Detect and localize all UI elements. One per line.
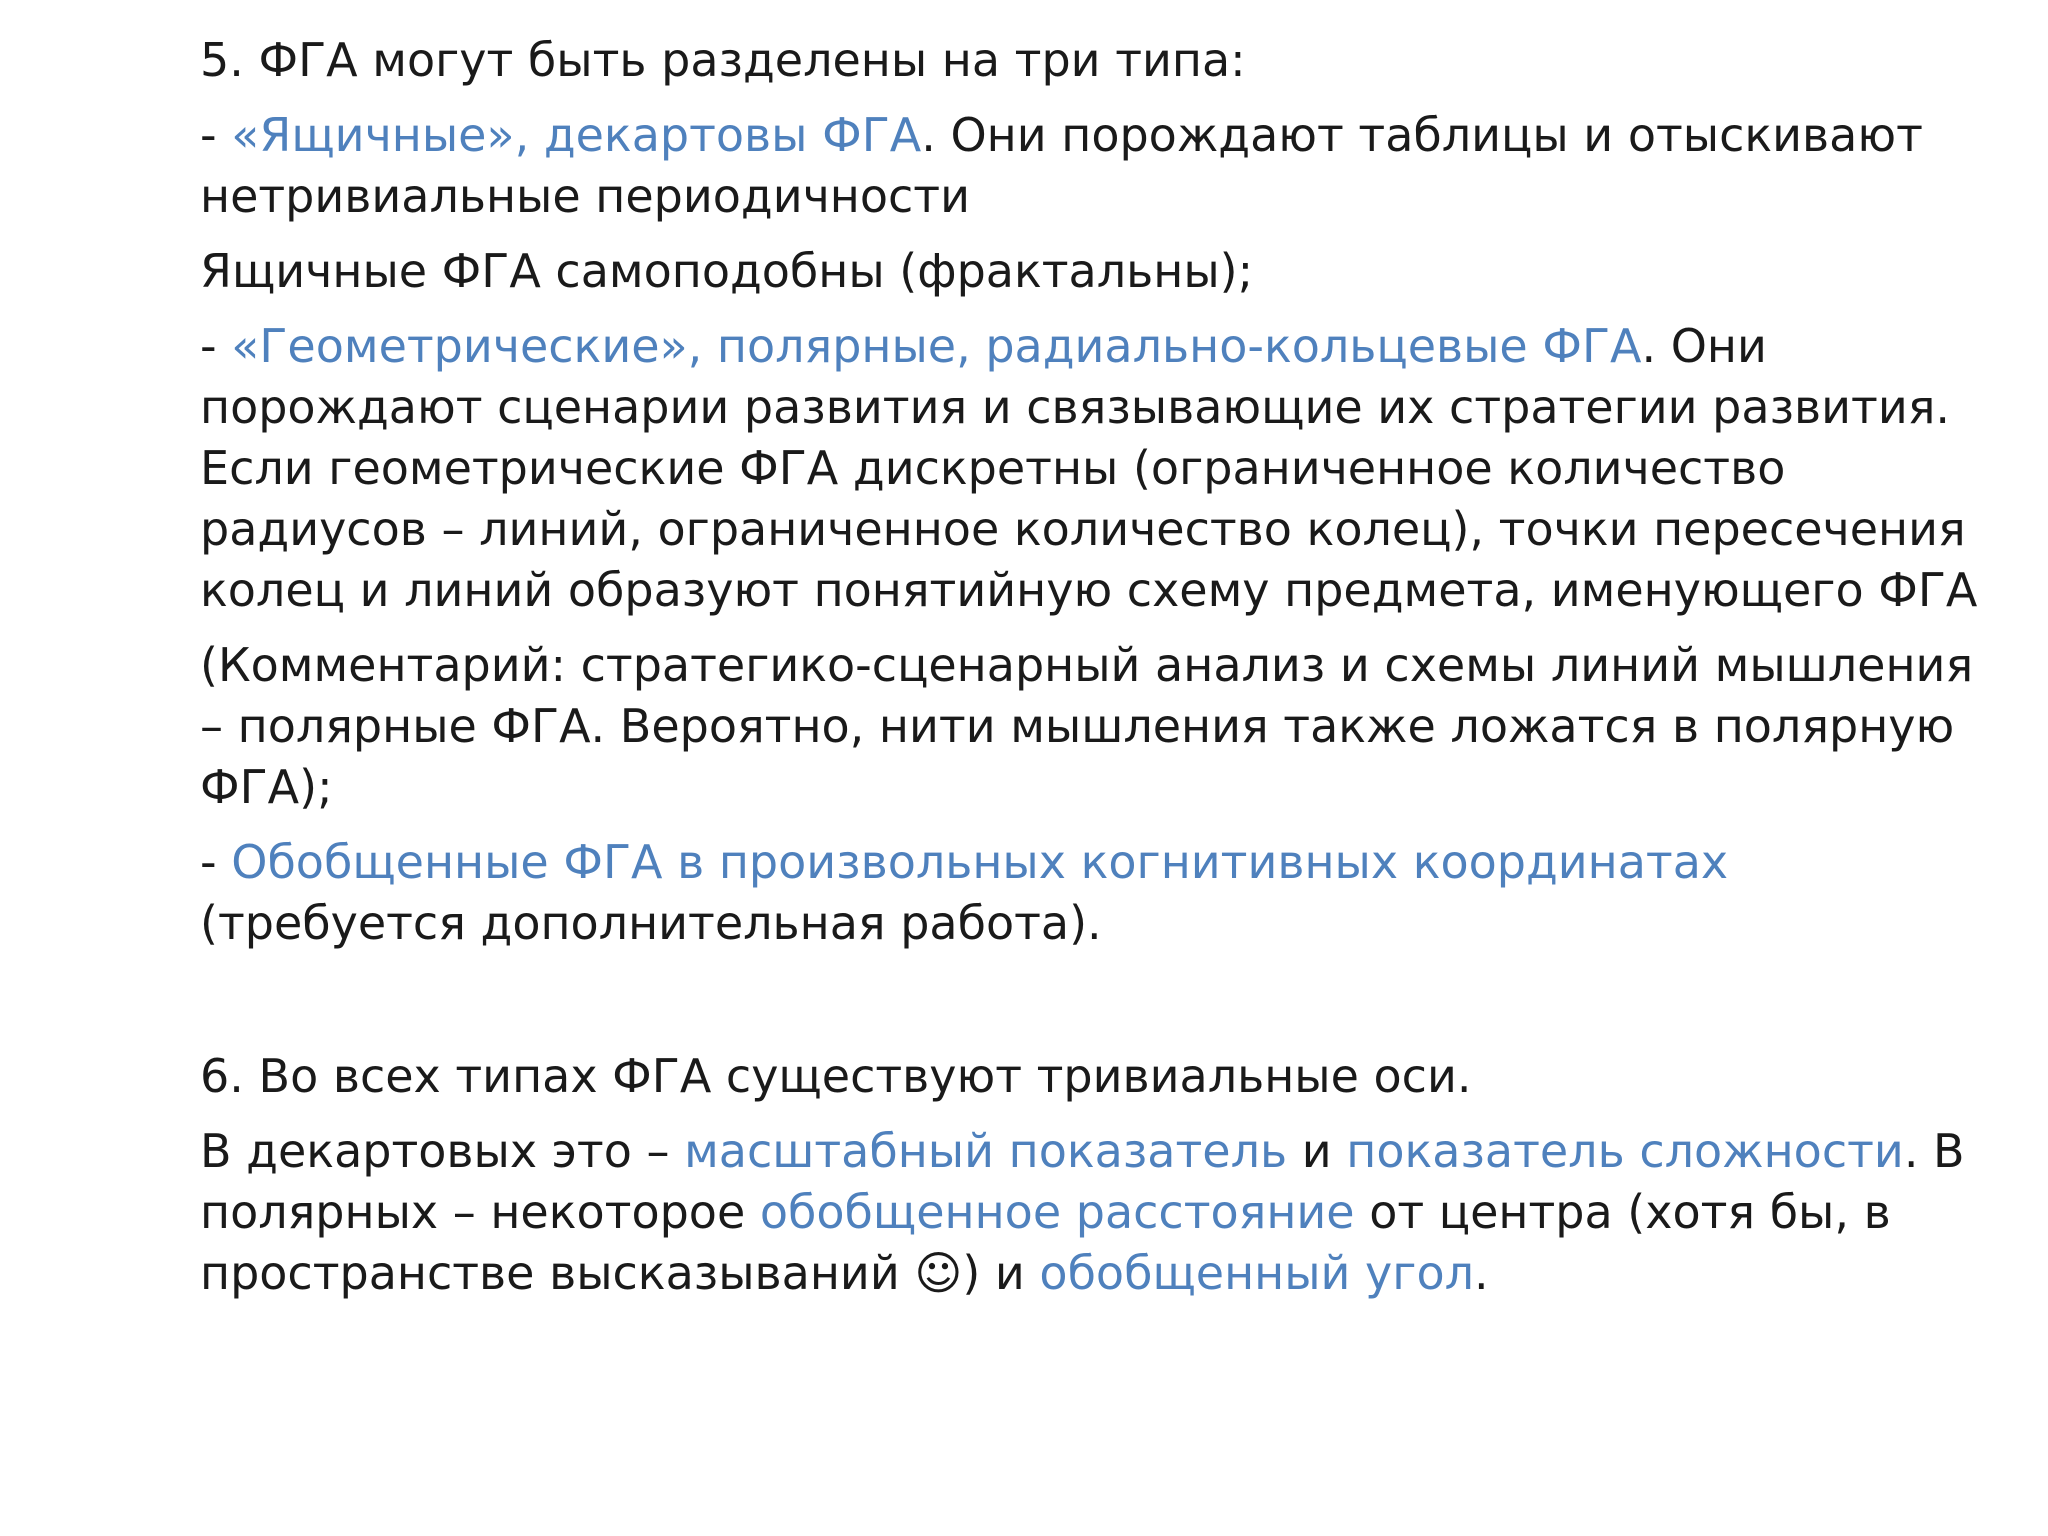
slide-content [200, 30, 1980, 1318]
highlight-scale-indicator: масштабный показатель [684, 1124, 1288, 1178]
paragraph-geometric-fga [200, 316, 1980, 621]
highlight-box-fga: «Ящичные», декартовы ФГА [231, 108, 922, 162]
axes-text-6: . [1474, 1246, 1489, 1300]
paragraph-box-fga-selfsimilar [200, 241, 1980, 302]
axes-text-5: ) и [962, 1246, 1040, 1300]
highlight-generalized-fga: Обобщенные ФГА в произвольных когнитивных координатах [231, 835, 1729, 889]
highlight-generalized-angle: обобщенный угол [1039, 1246, 1474, 1300]
bullet-dash: - [200, 108, 232, 162]
section-spacer [200, 968, 1980, 1046]
highlight-geometric-fga: «Геометрические», полярные, радиально-кольцевые ФГА [231, 319, 1642, 373]
paragraph-trivial-axes [200, 1121, 1980, 1304]
highlight-complexity-indicator: показатель сложности [1346, 1124, 1904, 1178]
axes-text-3: . В полярных – некоторое [200, 1124, 1965, 1239]
axes-text-4: от центра (хотя бы, в пространстве высказываний [200, 1185, 1891, 1300]
point-6-text: 6. Во всех типах ФГА существуют тривиальные оси. [200, 1049, 1472, 1103]
axes-text-2: и [1287, 1124, 1347, 1178]
highlight-generalized-distance: обобщенное расстояние [759, 1185, 1355, 1239]
comment-text: (Комментарий: стратегико-сценарный анализ и схемы линий мышления – полярные ФГА. Вероятно, нити мышления также ложатся в полярную ФГА); [200, 638, 1974, 814]
point-5-text: 5. ФГА могут быть разделены на три типа: [200, 33, 1246, 87]
box-fga-selfsimilar-text: Ящичные ФГА самоподобны (фрактальны); [200, 244, 1254, 298]
bullet-dash: - [200, 835, 232, 889]
paragraph-box-fga [200, 105, 1980, 227]
geometric-fga-description: . Они порождают сценарии развития и связывающие их стратегии развития. Если геометрические ФГА дискретны (ограниченное количество радиусов – линий, ограниченное количество колец), точки пересечения колец и линий образуют понятийную схему предмета, именующего ФГА [200, 319, 1978, 617]
paragraph-comment [200, 635, 1980, 818]
axes-text-1: В декартовых это – [200, 1124, 685, 1178]
paragraph-generalized-fga [200, 832, 1980, 954]
box-fga-description: . Они порождают таблицы и отыскивают нетривиальные периодичности [200, 108, 1923, 223]
paragraph-point-5-title [200, 30, 1980, 91]
smiley-icon: ☺ [914, 1246, 963, 1300]
paragraph-point-6-title [200, 1046, 1980, 1107]
bullet-dash: - [200, 319, 232, 373]
generalized-fga-note: (требуется дополнительная работа). [200, 896, 1102, 950]
